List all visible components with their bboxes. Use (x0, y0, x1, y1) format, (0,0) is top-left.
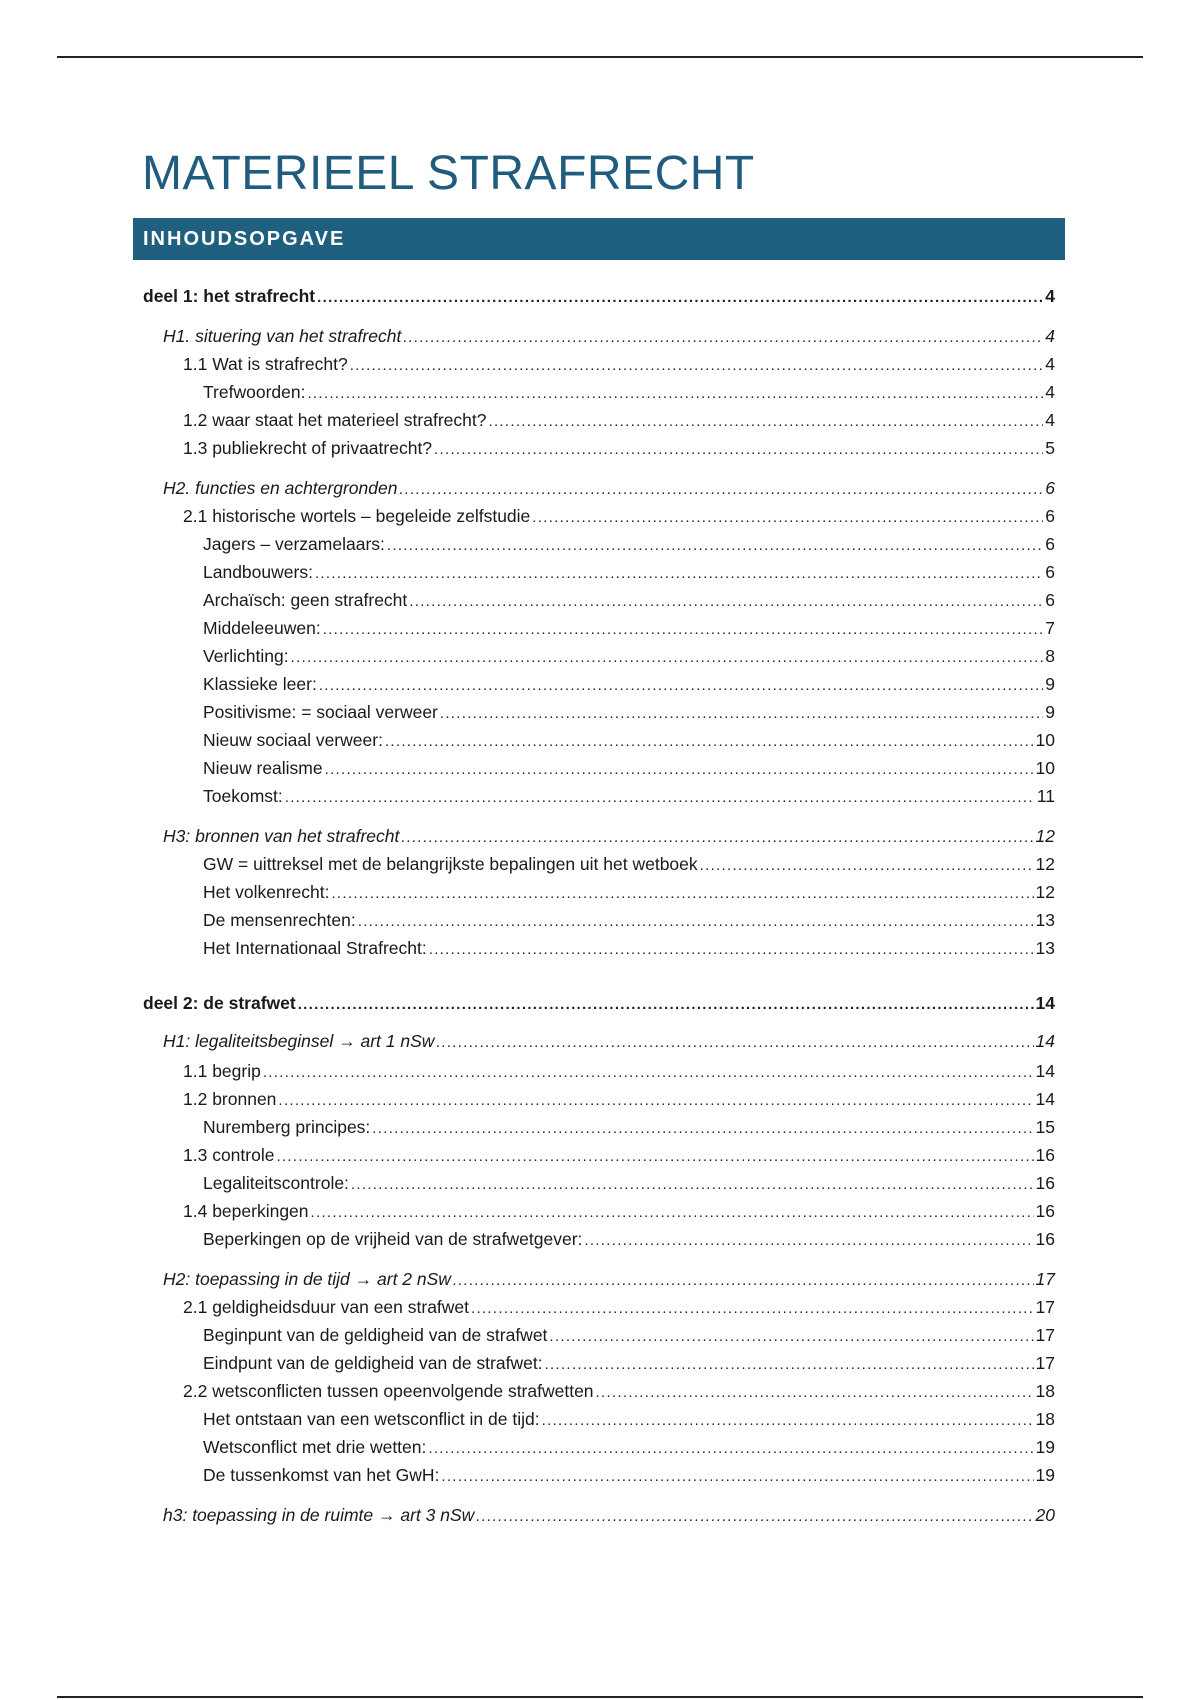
toc-leader-dots (441, 1465, 1033, 1489)
toc-page-number: 12 (1035, 826, 1055, 846)
toc-entry-label: Middeleeuwen: (203, 618, 321, 638)
document-title: MATERIEEL STRAFRECHT (142, 147, 755, 200)
toc-entry-sub[interactable] (203, 560, 1055, 584)
toc-entry-chapter[interactable] (163, 324, 1055, 348)
toc-entry-sub[interactable] (203, 532, 1055, 556)
toc-leader-dots (428, 1437, 1033, 1461)
toc-page-number: 10 (1035, 730, 1055, 750)
toc-entry-section[interactable] (183, 1295, 1055, 1319)
toc-heading: INHOUDSOPGAVE (143, 227, 346, 250)
toc-entry-label: Wetsconflict met drie wetten: (203, 1437, 427, 1457)
toc-page-number: 6 (1045, 506, 1055, 526)
toc-page-number: 6 (1045, 590, 1055, 610)
toc-page-number: 6 (1045, 562, 1055, 582)
toc-leader-dots (276, 1145, 1033, 1169)
toc-entry-label: Nuremberg principes: (203, 1117, 371, 1137)
toc-leader-dots (263, 1061, 1034, 1085)
toc-page-number: 4 (1045, 326, 1055, 346)
toc-page-number: 7 (1045, 618, 1055, 638)
toc-entry-label: Toekomst: (203, 786, 283, 806)
toc-entry-sub[interactable] (203, 936, 1055, 960)
bottom-rule (57, 1696, 1143, 1698)
toc-entry-part[interactable] (143, 284, 1055, 308)
toc-page-number: 6 (1045, 534, 1055, 554)
toc-leader-dots (596, 1381, 1034, 1405)
toc-entry-label: Beperkingen op de vrijheid van de strafwetgever: (203, 1229, 583, 1249)
toc-entry-section[interactable] (183, 1059, 1055, 1083)
toc-entry-section[interactable] (183, 1379, 1055, 1403)
toc-leader-dots (325, 758, 1034, 782)
toc-entry-section[interactable] (183, 504, 1055, 528)
toc-entry-label: 1.3 publiekrecht of privaatrecht? (183, 438, 433, 458)
toc-entry-label: 1.2 bronnen (183, 1089, 277, 1109)
toc-entry-label: De tussenkomst van het GwH: (203, 1465, 440, 1485)
toc-entry-label: deel 1: het strafrecht (143, 286, 316, 306)
toc-entry-label: Positivisme: = sociaal verweer (203, 702, 438, 722)
toc-leader-dots (331, 882, 1033, 906)
toc-page-number: 12 (1035, 882, 1055, 902)
toc-leader-dots (285, 786, 1035, 810)
toc-entry-sub[interactable] (203, 1227, 1055, 1251)
toc-page-number: 14 (1035, 1061, 1055, 1081)
toc-entry-label: 1.1 begrip (183, 1061, 261, 1081)
toc-entry-label: Verlichting: (203, 646, 289, 666)
toc-entry-label: Nieuw sociaal verweer: (203, 730, 383, 750)
toc-entry-section[interactable] (183, 352, 1055, 376)
toc-entry-sub[interactable] (203, 672, 1055, 696)
toc-page-number: 19 (1035, 1465, 1055, 1485)
toc-entry-label: Legaliteitscontrole: (203, 1173, 349, 1193)
toc-entry-sub[interactable] (203, 852, 1055, 876)
toc-entry-sub[interactable] (203, 1463, 1055, 1487)
toc-page-number: 4 (1045, 382, 1055, 402)
toc-entry-label: De mensenrechten: (203, 910, 356, 930)
toc-leader-dots (351, 1173, 1034, 1197)
toc-leader-dots (532, 506, 1043, 530)
toc-entry-label: H2. functies en achtergronden (163, 478, 398, 498)
toc-page-number: 16 (1035, 1201, 1055, 1221)
toc-page-number: 12 (1035, 854, 1055, 874)
toc-leader-dots (387, 534, 1043, 558)
toc-entry-sub[interactable] (203, 1435, 1055, 1459)
toc-page-number: 16 (1035, 1145, 1055, 1165)
toc-entry-label: 1.3 controle (183, 1145, 275, 1165)
toc-leader-dots (358, 910, 1034, 934)
toc-leader-dots (401, 826, 1033, 850)
toc-entry-label: 2.2 wetsconflicten tussen opeenvolgende strafwetten (183, 1381, 594, 1401)
toc-page-number: 16 (1035, 1229, 1055, 1249)
toc-leader-dots (429, 938, 1034, 962)
toc-entry-label: 1.4 beperkingen (183, 1201, 309, 1221)
toc-entry-part[interactable] (143, 991, 1055, 1015)
toc-entry-label: GW = uittreksel met de belangrijkste bepalingen uit het wetboek (203, 854, 698, 874)
toc-entry-sub[interactable] (203, 380, 1055, 404)
toc-entry-sub[interactable] (203, 728, 1055, 752)
toc-entry-sub[interactable] (203, 616, 1055, 640)
toc-entry-label: Het volkenrecht: (203, 882, 330, 902)
toc-page-number: 5 (1045, 438, 1055, 458)
toc-leader-dots (440, 702, 1043, 726)
toc-entry-label: h3: toepassing in de ruimte → art 3 nSw (163, 1505, 475, 1525)
toc-leader-dots (549, 1325, 1033, 1349)
toc-page-number: 4 (1045, 286, 1055, 306)
toc-entry-sub[interactable] (203, 784, 1055, 808)
toc-leader-dots (307, 382, 1043, 406)
toc-page-number: 9 (1045, 702, 1055, 722)
toc-entry-label: Archaïsch: geen strafrecht (203, 590, 408, 610)
toc-leader-dots (471, 1297, 1034, 1321)
toc-entry-sub[interactable] (203, 1407, 1055, 1431)
toc-leader-dots (700, 854, 1034, 878)
toc-entry-sub[interactable] (203, 1171, 1055, 1195)
toc-entry-chapter[interactable] (163, 1267, 1055, 1291)
toc-leader-dots (545, 1353, 1034, 1377)
toc-page-number: 15 (1035, 1117, 1055, 1137)
toc-entry-label: Eindpunt van de geldigheid van de strafwet: (203, 1353, 543, 1373)
toc-leader-dots (434, 438, 1043, 462)
toc-entry-section[interactable] (183, 408, 1055, 432)
toc-entry-sub[interactable] (203, 908, 1055, 932)
toc-entry-label: Klassieke leer: (203, 674, 317, 694)
toc-leader-dots (372, 1117, 1033, 1141)
toc-page-number: 17 (1035, 1297, 1055, 1317)
toc-entry-label: 1.2 waar staat het materieel strafrecht? (183, 410, 487, 430)
toc-entry-label: deel 2: de strafwet (143, 993, 296, 1013)
toc-entry-label: 2.1 geldigheidsduur van een strafwet (183, 1297, 470, 1317)
toc-entry-label: Jagers – verzamelaars: (203, 534, 385, 554)
toc-page-number: 17 (1035, 1269, 1055, 1289)
toc-leader-dots (409, 590, 1043, 614)
toc-entry-label: 2.1 historische wortels – begeleide zelfstudie (183, 506, 531, 526)
toc-leader-dots (584, 1229, 1033, 1253)
toc-page-number: 6 (1045, 478, 1055, 498)
toc-entry-sub[interactable] (203, 756, 1055, 780)
toc-page-number: 18 (1035, 1381, 1055, 1401)
toc-page-number: 17 (1035, 1353, 1055, 1373)
toc-entry-section[interactable] (183, 436, 1055, 460)
toc-page-number: 20 (1035, 1505, 1055, 1525)
toc-page-number: 8 (1045, 646, 1055, 666)
toc-entry-label: H3: bronnen van het strafrecht (163, 826, 400, 846)
toc-entry-label: Het ontstaan van een wetsconflict in de tijd: (203, 1409, 540, 1429)
toc-leader-dots (403, 326, 1043, 350)
toc-page-number: 19 (1035, 1437, 1055, 1457)
toc-page-number: 17 (1035, 1325, 1055, 1345)
toc-page-number: 4 (1045, 410, 1055, 430)
toc-entry-sub[interactable] (203, 1351, 1055, 1375)
toc-entry-chapter[interactable] (163, 824, 1055, 848)
toc-leader-dots (291, 646, 1044, 670)
toc-page-number: 4 (1045, 354, 1055, 374)
toc-entry-chapter[interactable] (163, 1029, 1055, 1053)
toc-entry-sub[interactable] (203, 1115, 1055, 1139)
toc-entry-label: Trefwoorden: (203, 382, 306, 402)
toc-page-number: 10 (1035, 758, 1055, 778)
toc-page-number: 14 (1035, 1031, 1055, 1051)
toc-entry-sub[interactable] (203, 880, 1055, 904)
toc-entry-label: Het Internationaal Strafrecht: (203, 938, 427, 958)
toc-entry-section[interactable] (183, 1087, 1055, 1111)
toc-entry-sub[interactable] (203, 588, 1055, 612)
toc-entry-label: H1. situering van het strafrecht (163, 326, 402, 346)
toc-leader-dots (298, 993, 1034, 1017)
toc-page-number: 14 (1035, 1089, 1055, 1109)
toc-leader-dots (317, 286, 1043, 310)
toc-entry-section[interactable] (183, 1143, 1055, 1167)
toc-leader-dots (488, 410, 1043, 434)
toc-page-number: 13 (1035, 938, 1055, 958)
toc-entry-section[interactable] (183, 1199, 1055, 1223)
toc-page-number: 14 (1035, 993, 1055, 1013)
toc-entry-label: Nieuw realisme (203, 758, 323, 778)
toc-leader-dots (278, 1089, 1033, 1113)
toc-page-number: 11 (1036, 786, 1055, 806)
toc-leader-dots (311, 1201, 1034, 1225)
toc-entry-sub[interactable] (203, 700, 1055, 724)
toc-entry-chapter[interactable] (163, 476, 1055, 500)
toc-page-number: 13 (1035, 910, 1055, 930)
toc-page-number: 9 (1045, 674, 1055, 694)
toc-entry-label: H1: legaliteitsbeginsel → art 1 nSw (163, 1031, 435, 1051)
toc-entry-label: H2: toepassing in de tijd → art 2 nSw (163, 1269, 451, 1289)
toc-leader-dots (385, 730, 1034, 754)
toc-entry-label: Landbouwers: (203, 562, 313, 582)
toc-entry-label: Beginpunt van de geldigheid van de strafwet (203, 1325, 548, 1345)
toc-entry-sub[interactable] (203, 644, 1055, 668)
toc-entry-chapter[interactable] (163, 1503, 1055, 1527)
toc-leader-dots (476, 1505, 1033, 1529)
toc-entry-label: 1.1 Wat is strafrecht? (183, 354, 348, 374)
toc-page-number: 16 (1035, 1173, 1055, 1193)
toc-leader-dots (542, 1409, 1034, 1433)
toc-leader-dots (315, 562, 1043, 586)
toc-leader-dots (319, 674, 1043, 698)
toc-leader-dots (350, 354, 1044, 378)
toc-page-number: 18 (1035, 1409, 1055, 1429)
toc-leader-dots (323, 618, 1044, 642)
toc-leader-dots (453, 1269, 1034, 1293)
toc-leader-dots (436, 1031, 1033, 1055)
toc-leader-dots (399, 478, 1043, 502)
toc-entry-sub[interactable] (203, 1323, 1055, 1347)
